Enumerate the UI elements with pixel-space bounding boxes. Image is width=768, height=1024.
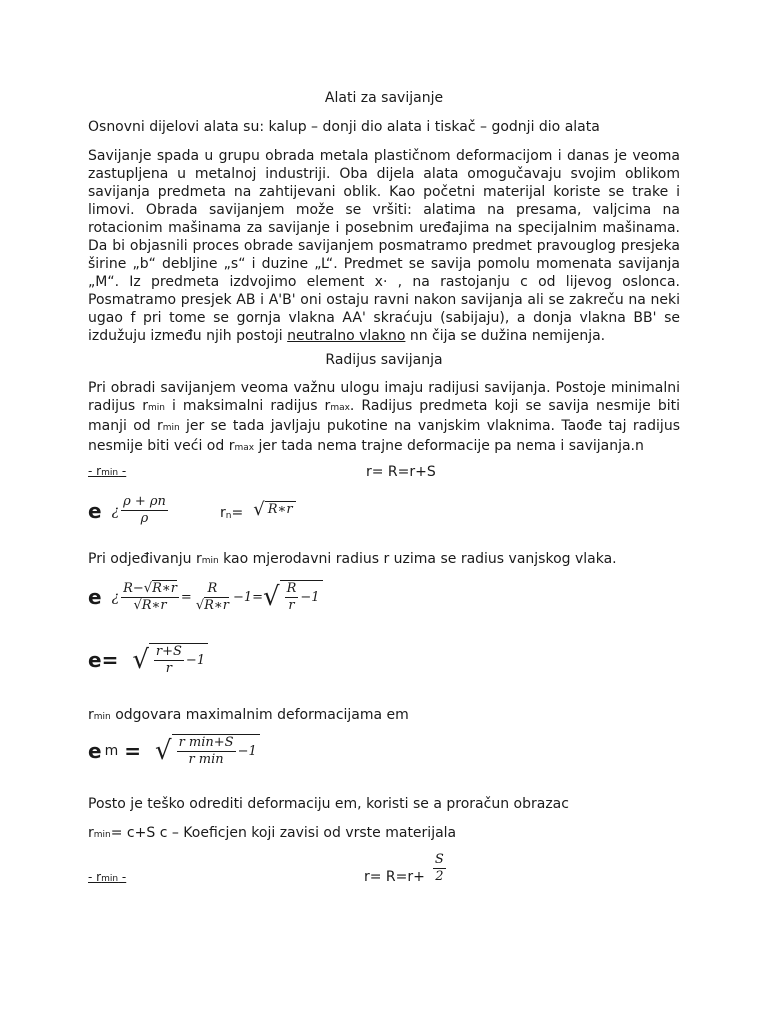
section-subtitle: Radijus savijanja — [325, 352, 443, 368]
strain-label: e= — [88, 648, 119, 672]
radicand: R∗r — [141, 597, 167, 613]
radius-formula-2 — [364, 851, 448, 885]
text-part: kao mjerodavni radius r uzima se radius vanjskog vlaka. — [218, 551, 617, 567]
formula-text: r= R=r+ — [364, 869, 425, 885]
subscript: min — [101, 874, 119, 884]
sqrt-icon: √ — [143, 580, 153, 596]
sqrt-icon: √ — [132, 645, 149, 675]
rmin-text: - r — [88, 464, 102, 478]
paragraph-text: Savijanje spada u grupu obrada metala plastičnom deformacijom i danas je veoma zastupljena u metalnoj industriji. Oba dijela alata omogučavaju svojim oblikom savijanja predmeta na zahtijevani oblik. Kao početni materijal koriste se trake i limovi. Obrada savijanjem može se vršiti: alatima na presama, valjcima na rotacionim mašinama za savijanje i posebnim uređajima na specijalnim mašinama. Da bi objasnili proces obrade savijanjem posmatramo predmet pravouglog presjeka širine „b“ debljine „s“ i duzine „L“. Predmet se savija pomolu momenata savijanja „M“. Iz predmeta izdvojimo element x· , na rastojanju c od lijevog oslonca. Posmatramo presjek AB i A'B' oni ostaju ravni nakon savijanja ali se zakreču na neki ugao f pri tome se gornja vlakna AA' skraćuju (sabijaju), a donja vlakna BB' se izdužuju između njih postoji — [88, 148, 680, 344]
radicand: R∗r — [204, 597, 229, 613]
strain-formula-3 — [88, 643, 208, 677]
sqrt — [253, 499, 295, 520]
strain-symbol: e — [88, 739, 102, 763]
subscript-m: m — [104, 743, 119, 759]
equals: = — [180, 589, 192, 605]
denominator: ρ — [140, 511, 149, 526]
equals: = — [124, 739, 141, 763]
strain-formula-em — [88, 734, 260, 768]
question-glyph: ¿ — [111, 589, 120, 605]
text-part: Pri odjeđivanju r — [88, 551, 202, 567]
neutral-fiber-term: neutralno vlakno — [287, 328, 406, 344]
radicand: R∗r — [265, 501, 296, 517]
rmin-text: - r — [88, 870, 102, 884]
outer-fiber-note — [88, 551, 617, 567]
rmin-heading — [88, 464, 126, 478]
denominator — [131, 598, 168, 614]
numerator: r+S — [155, 644, 182, 659]
text-part: odgovara maximalnim deformacijama em — [110, 707, 409, 723]
text-part: jer se tada javljaju pukotine na vanjskim vlaknima. Taođe taj radijus nesmije biti veći od r — [88, 418, 680, 454]
subscript: min — [201, 556, 219, 566]
minus-one: −1 — [185, 653, 206, 668]
max-deformation-note — [88, 707, 409, 723]
subscript: min — [162, 423, 180, 433]
rmin-coefficient-formula — [88, 825, 456, 841]
sqrt-icon: √ — [253, 498, 265, 520]
radicand: R∗r — [152, 580, 177, 596]
sqrt-icon: √ — [195, 597, 205, 613]
strain-symbol: e — [88, 498, 102, 523]
dash: - — [118, 870, 127, 884]
radicand — [149, 643, 208, 677]
r-text: r — [88, 707, 94, 723]
denominator: r — [165, 661, 173, 676]
strain-symbol: e — [88, 585, 102, 609]
minus-one-equals: −1= — [232, 589, 264, 605]
text-part: i maksimalni radijus r — [164, 398, 331, 414]
paragraph-text-end: nn čija se dužina nemijenja. — [405, 328, 606, 344]
rmin-heading-2 — [88, 870, 126, 884]
numerator — [121, 581, 179, 598]
numerator: R — [207, 580, 218, 596]
page-title: Alati za savijanje — [324, 90, 444, 106]
subscript: min — [93, 830, 111, 840]
dash: - — [118, 464, 127, 478]
r-text: r — [88, 825, 94, 841]
numerator: S — [434, 851, 444, 867]
denominator: 2 — [435, 868, 444, 884]
subscript: min — [93, 712, 111, 722]
strain-formula-2 — [88, 580, 323, 614]
fraction — [154, 644, 184, 677]
sqrt-icon: √ — [133, 597, 142, 613]
fraction-1 — [121, 581, 179, 614]
text-part: = c+S c – Koeficjen koji zavisi od vrste materijala — [110, 825, 457, 841]
text-part: Pri obradi savijanjem veoma važnu ulogu imaju radijusi savijanja. Postoje minimalni radijus r — [88, 380, 680, 414]
numerator: R — [286, 581, 297, 596]
rn-formula — [220, 498, 296, 521]
subscript: min — [101, 468, 119, 478]
sqrt — [263, 580, 323, 614]
denominator: r — [288, 598, 295, 613]
numerator: r min+S — [178, 735, 234, 750]
fraction-3 — [285, 581, 299, 614]
minus-one: −1 — [237, 744, 257, 759]
subscript: max — [234, 443, 255, 453]
numerator-part: R− — [123, 580, 144, 596]
fraction — [177, 735, 236, 768]
sqrt — [155, 734, 260, 768]
equals: = — [231, 505, 244, 521]
subscript: max — [330, 403, 350, 413]
sqrt — [132, 643, 208, 677]
radicand — [172, 734, 260, 768]
fraction — [121, 494, 168, 527]
subscript: min — [147, 403, 165, 413]
sqrt-icon: √ — [263, 582, 280, 612]
paragraph-tool-parts: Osnovni dijelovi alata su: kalup – donji dio alata i tiskač – godnji dio alata — [88, 119, 600, 135]
fraction-2 — [194, 581, 231, 614]
calculation-note: Posto je teško odrediti deformaciju em, koristi se a proračun obrazac — [88, 796, 569, 812]
paragraph-bending-radius — [88, 379, 680, 457]
question-glyph: ¿ — [111, 502, 120, 519]
strain-formula-1 — [88, 494, 170, 527]
fraction — [433, 852, 446, 885]
paragraph-bending-intro — [88, 147, 680, 345]
text-part: . Radijus predmeta koji se savija nesmije biti manji od r — [88, 398, 680, 434]
text-part: jer tada nema trajne deformacije pa nema i savijanja.n — [254, 438, 644, 454]
denominator — [194, 598, 231, 614]
radicand — [280, 580, 323, 614]
denominator: r min — [188, 752, 224, 767]
radius-formula: r= R=r+S — [366, 464, 436, 480]
subscript: n — [225, 511, 232, 521]
rn-text: r — [220, 505, 226, 521]
numerator: ρ + ρn — [123, 494, 166, 509]
minus-one: −1 — [300, 590, 320, 605]
sqrt-icon: √ — [154, 736, 172, 766]
